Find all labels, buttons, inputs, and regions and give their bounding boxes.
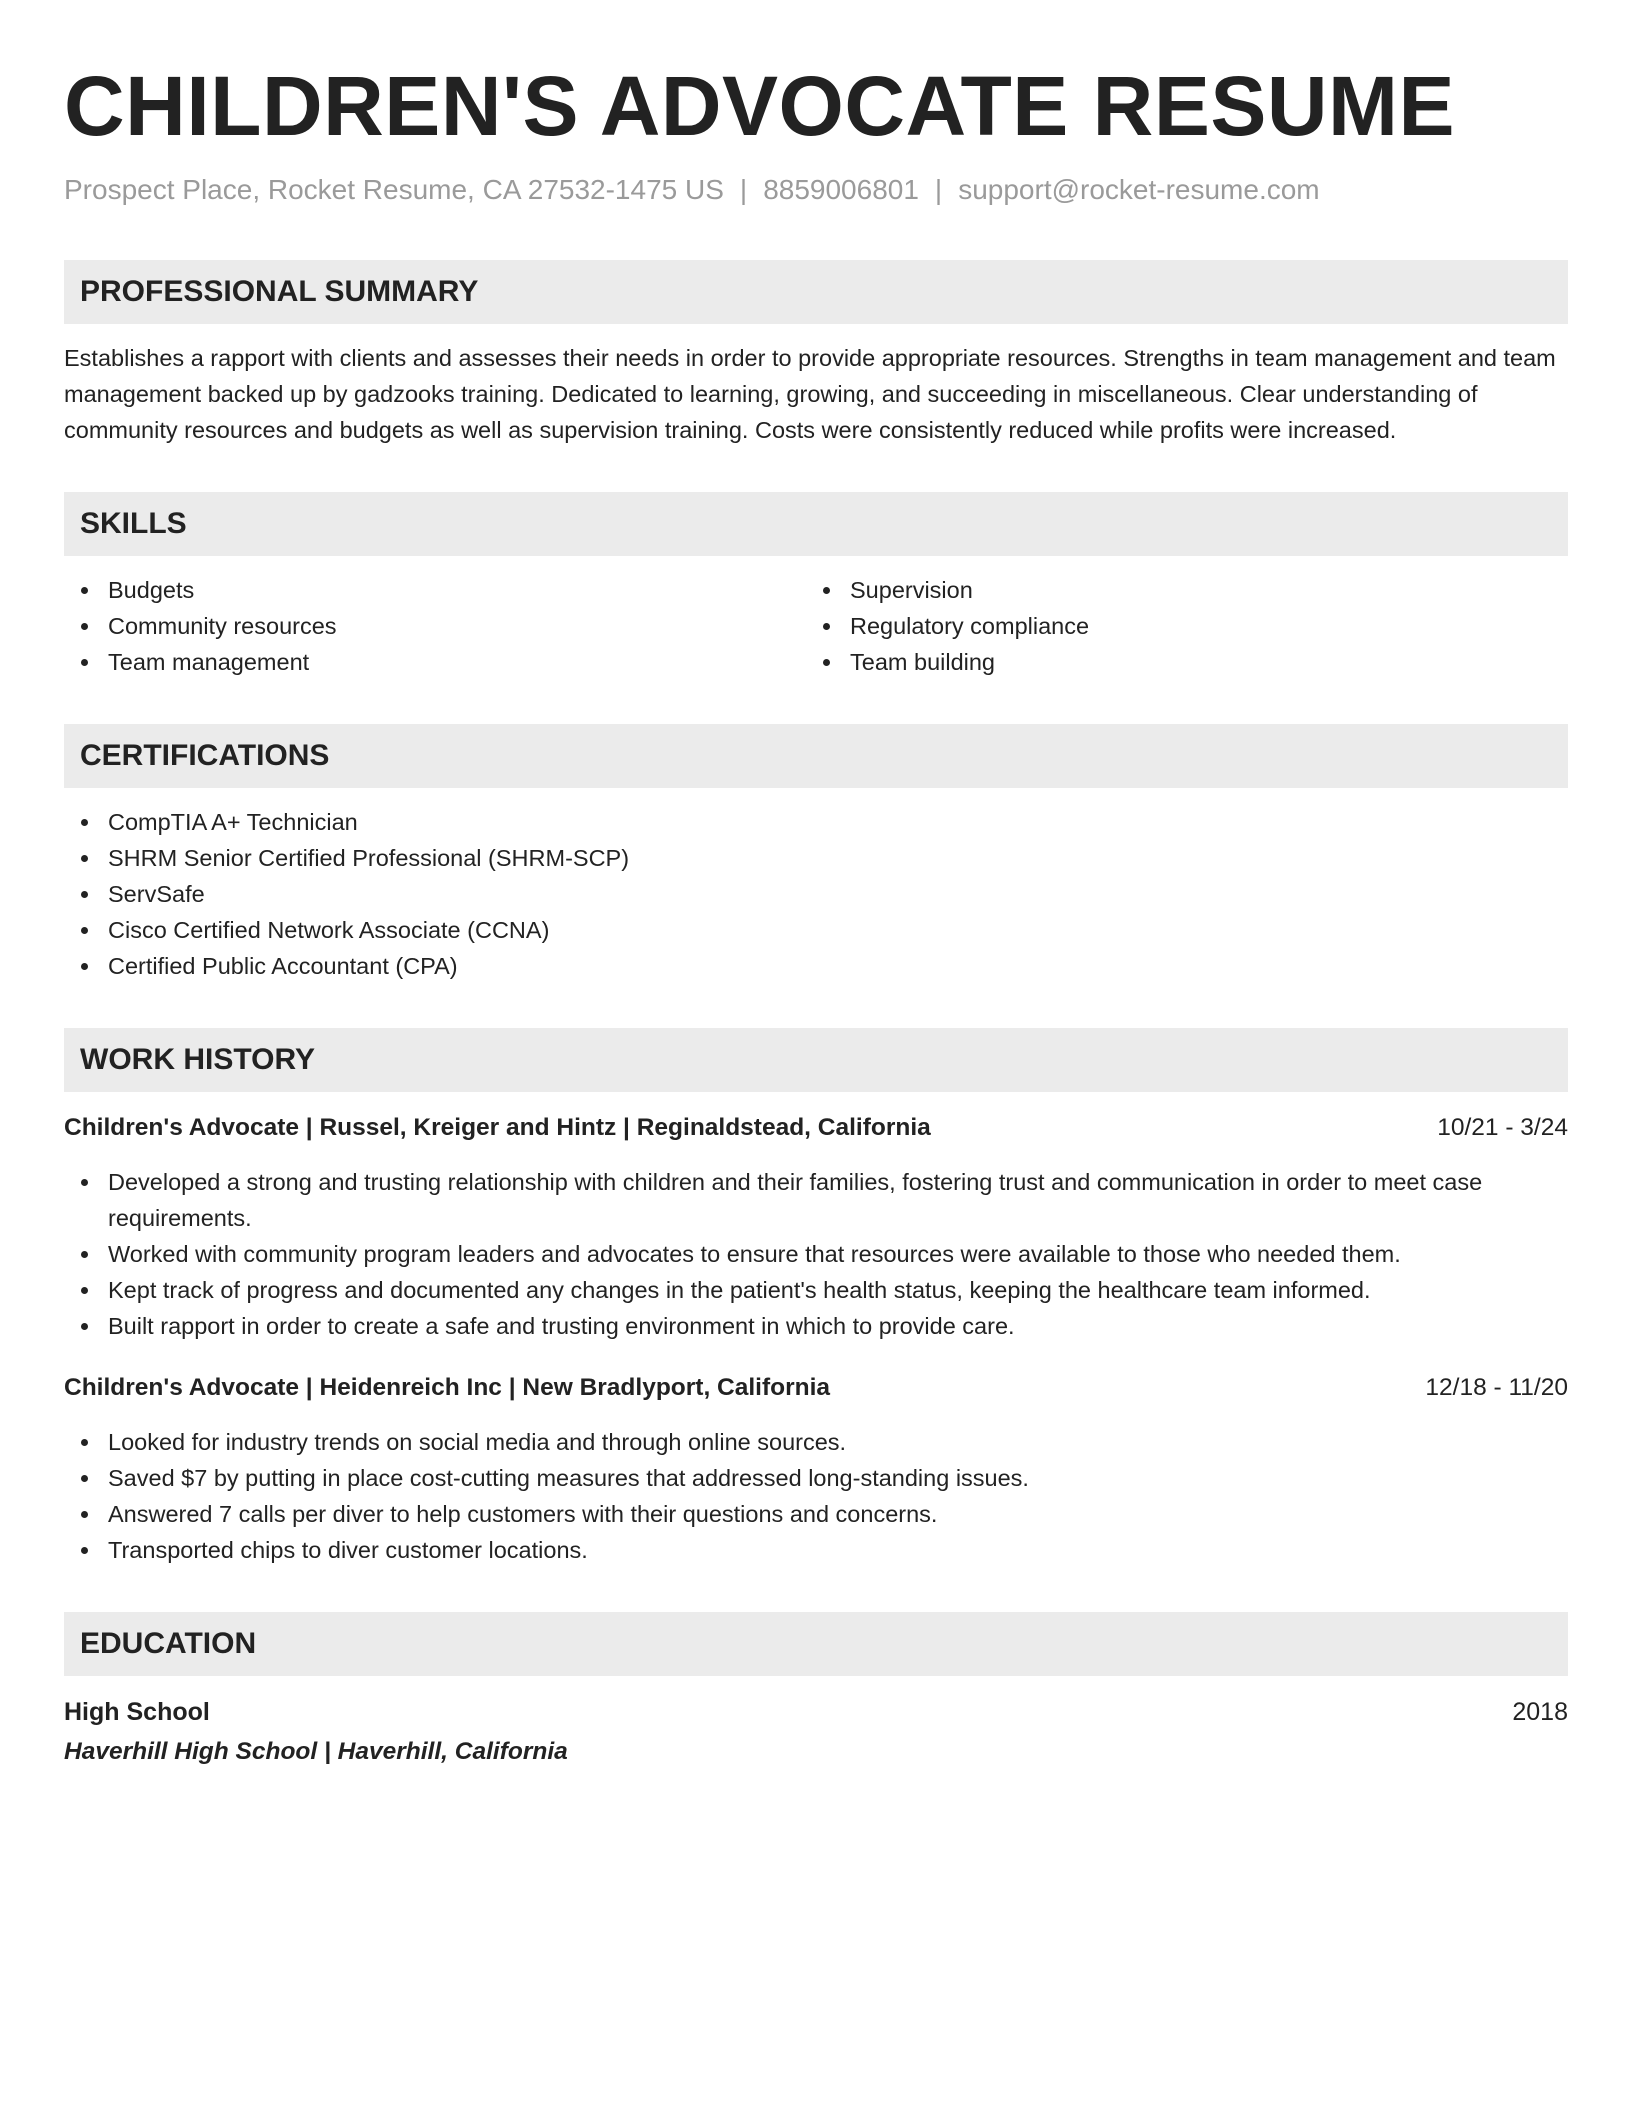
job-dates: 10/21 - 3/24 [1437,1114,1568,1141]
certification-item: Cisco Certified Network Associate (CCNA) [64,912,1568,948]
skills-left-list [64,572,806,680]
certification-item: CompTIA A+ Technician [64,804,1568,840]
work-history-section-header [64,1028,1568,1092]
job-bullet: Worked with community program leaders and advocates to ensure that resources were available to those who needed them. [64,1236,1568,1272]
job-bullets [64,1164,1568,1344]
job-entry [64,1370,1568,1568]
summary-text: Establishes a rapport with clients and assesses their needs in order to provide appropriate resources. Strengths in team management and team management backed up by gadzooks training. Dedicated to learning, growing, and succeeding in miscellaneous. Clear understanding of community resources and budgets as well as supervision training. Costs were consistently reduced while profits were increased. [64,345,1556,443]
certification-item: Certified Public Accountant (CPA) [64,948,1568,984]
certification-item: SHRM Senior Certified Professional (SHRM-SCP) [64,840,1568,876]
education-header [64,1694,1568,1730]
job-entry [64,1110,1568,1344]
job-bullets [64,1424,1568,1568]
certifications-section-header [64,724,1568,788]
skills-right-list [806,572,1548,680]
job-header [64,1370,1568,1406]
resume-title: CHILDREN'S ADVOCATE RESUME [64,59,1456,153]
job-dates: 12/18 - 11/20 [1425,1374,1568,1401]
skill-item: Supervision [806,572,1548,608]
skills-section-header [64,492,1568,556]
address-text: Prospect Place, Rocket Resume, CA 27532-1475 US [64,174,724,205]
summary-section-header [64,260,1568,324]
job-bullet: Developed a strong and trusting relationship with children and their families, fostering trust and communication in order to meet case requirements. [64,1164,1568,1236]
skill-item: Team management [64,644,806,680]
summary-heading: PROFESSIONAL SUMMARY [80,275,479,308]
job-title: Children's Advocate | Russel, Kreiger and Hintz | Reginaldstead, California [64,1114,931,1141]
education-section-header [64,1612,1568,1676]
job-bullet: Saved $7 by putting in place cost-cutting measures that addressed long-standing issues. [64,1460,1568,1496]
job-bullet: Looked for industry trends on social media and through online sources. [64,1424,1568,1460]
contact-separator: | [739,174,748,205]
skill-item: Team building [806,644,1548,680]
skill-item: Community resources [64,608,806,644]
work-history-heading: WORK HISTORY [80,1043,316,1076]
job-header [64,1110,1568,1146]
job-bullet: Transported chips to diver customer locations. [64,1532,1568,1568]
education-school: Haverhill High School | Haverhill, California [64,1738,568,1765]
skills-heading: SKILLS [80,507,187,540]
job-title: Children's Advocate | Heidenreich Inc | New Bradlyport, California [64,1374,831,1401]
job-bullet: Answered 7 calls per diver to help customers with their questions and concerns. [64,1496,1568,1532]
contact-line [64,172,1568,208]
skill-item: Budgets [64,572,806,608]
education-heading: EDUCATION [80,1627,257,1660]
job-bullet: Built rapport in order to create a safe and trusting environment in which to provide care. [64,1308,1568,1344]
phone-text: 8859006801 [763,174,919,205]
contact-separator: | [934,174,943,205]
job-bullet: Kept track of progress and documented any changes in the patient's health status, keeping the healthcare team informed. [64,1272,1568,1308]
education-degree: High School [64,1698,210,1726]
certifications-list [64,804,1568,984]
skill-item: Regulatory compliance [806,608,1548,644]
email-link[interactable]: support@rocket-resume.com [958,174,1320,205]
skills-grid [64,572,1568,680]
certifications-heading: CERTIFICATIONS [80,739,330,772]
certification-item: ServSafe [64,876,1568,912]
education-year: 2018 [1512,1698,1568,1726]
